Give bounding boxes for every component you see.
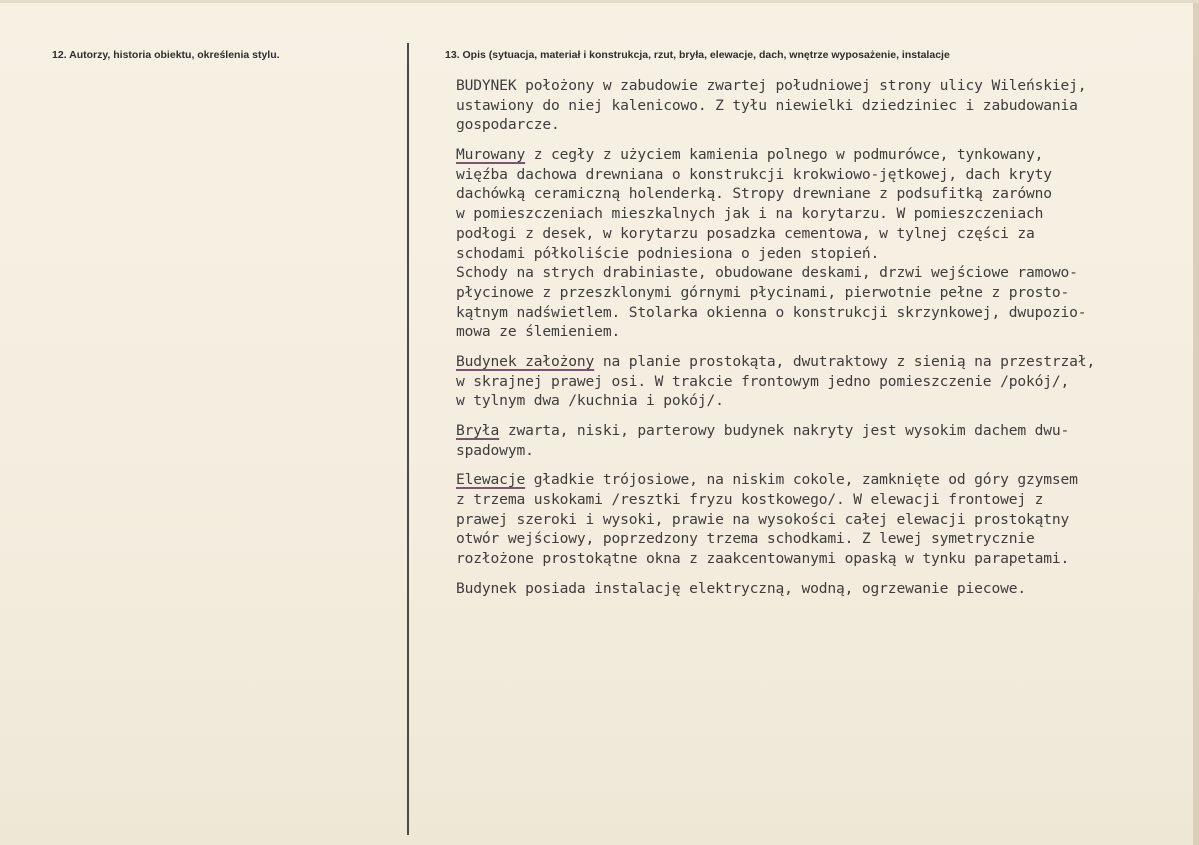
text-line	[456, 96, 1186, 116]
line-text: kątnym nadświetlem. Stolarka okienna o konstrukcji skrzynkowej, dwupozio-	[456, 303, 1087, 321]
text-line	[456, 421, 1186, 441]
text-line	[456, 391, 1186, 411]
text-line	[456, 76, 1186, 96]
section-12-header: 12. Autorzy, historia obiektu, określenia stylu.	[52, 49, 280, 61]
text-line	[456, 204, 1186, 224]
text-line	[456, 184, 1186, 204]
line-text: z trzema uskokami /resztki fryzu kostkowego/. W elewacji frontowej z	[456, 491, 1044, 509]
text-line	[456, 322, 1186, 342]
description-paragraph	[456, 421, 1186, 460]
text-line	[456, 510, 1186, 530]
underlined-keyword: Bryła	[456, 422, 500, 439]
text-line	[456, 263, 1186, 283]
description-paragraph	[456, 579, 1186, 599]
text-line	[456, 372, 1186, 392]
line-text: BUDYNEK położony w zabudowie zwartej południowej strony ulicy Wileńskiej,	[456, 77, 1087, 94]
text-line	[456, 244, 1186, 264]
text-line	[456, 352, 1186, 372]
line-text: w skrajnej prawej osi. W trakcie frontowym jedno pomieszczenie /pokój/,	[456, 372, 1070, 390]
description-text	[456, 76, 1186, 609]
line-text: w tylnym dwa /kuchnia i pokój/.	[456, 392, 724, 410]
line-text: mowa ze ślemieniem.	[456, 323, 621, 341]
line-text: gładkie trójosiowe, na niskim cokole, zamknięte od góry gzymsem	[525, 471, 1078, 489]
section-13-header: 13. Opis (sytuacja, materiał i konstrukcja, rzut, bryła, elewacje, dach, wnętrze wyposażenie, instalacje	[445, 49, 950, 61]
line-text: gospodarcze.	[456, 116, 560, 134]
text-line	[456, 165, 1186, 185]
text-line	[456, 224, 1186, 244]
text-line	[456, 470, 1186, 490]
text-line	[456, 490, 1186, 510]
line-text: w pomieszczeniach mieszkalnych jak i na korytarzu. W pomieszczeniach	[456, 205, 1044, 223]
line-text: Budynek posiada instalację elektryczną, wodną, ogrzewanie piecowe.	[456, 579, 1026, 597]
underlined-keyword: Budynek założony	[456, 352, 595, 370]
text-line	[456, 303, 1186, 323]
line-text: podłogi z desek, w korytarzu posadzka cementowa, w tylnej części za	[456, 224, 1035, 242]
description-paragraph	[456, 352, 1186, 411]
line-text: na planie prostokąta, dwutraktowy z sienią na przestrzał,	[594, 352, 1096, 370]
line-text: zwarta, niski, parterowy budynek nakryty jest wysokim dachem dwu-	[499, 422, 1070, 439]
line-text: więźba dachowa drewniana o konstrukcji krokwiowo-jętkowej, dach kryty	[456, 165, 1052, 183]
line-text: prawej szeroki i wysoki, prawie na wysokości całej elewacji prostokątny	[456, 510, 1070, 528]
text-line	[456, 529, 1186, 549]
page-top-edge	[0, 0, 1199, 3]
line-text: ustawiony do niej kalenicowo. Z tyłu niewielki dziedziniec i zabudowania	[456, 96, 1078, 114]
line-text: otwór wejściowy, poprzedzony trzema schodkami. Z lewej symetrycznie	[456, 530, 1035, 548]
line-text: schodami półkoliście podniesiona o jeden stopień.	[456, 244, 880, 262]
line-text: rozłożone prostokątne okna z zaakcentowanymi opaską w tynku parapetami.	[456, 550, 1070, 568]
line-text: Schody na strych drabiniaste, obudowane deskami, drzwi wejściowe ramowo-	[456, 264, 1078, 282]
text-line	[456, 115, 1186, 135]
description-paragraph	[456, 470, 1186, 568]
line-text: dachówką ceramiczną holenderką. Stropy drewniane z podsufitką zarówno	[456, 185, 1052, 203]
description-paragraph	[456, 145, 1186, 342]
underlined-keyword: Elewacje	[456, 471, 526, 489]
column-divider	[407, 43, 409, 835]
line-text: z cegły z użyciem kamienia polnego w podmurówce, tynkowany,	[525, 146, 1044, 164]
text-line	[456, 145, 1186, 165]
text-line	[456, 283, 1186, 303]
text-line	[456, 441, 1186, 461]
text-line	[456, 549, 1186, 569]
underlined-keyword: Murowany	[456, 146, 526, 164]
description-paragraph	[456, 76, 1186, 135]
line-text: płycinowe z przeszklonymi górnymi płycinami, pierwotnie pełne z prosto-	[456, 283, 1070, 301]
line-text: spadowym.	[456, 441, 534, 459]
text-line	[456, 579, 1186, 599]
